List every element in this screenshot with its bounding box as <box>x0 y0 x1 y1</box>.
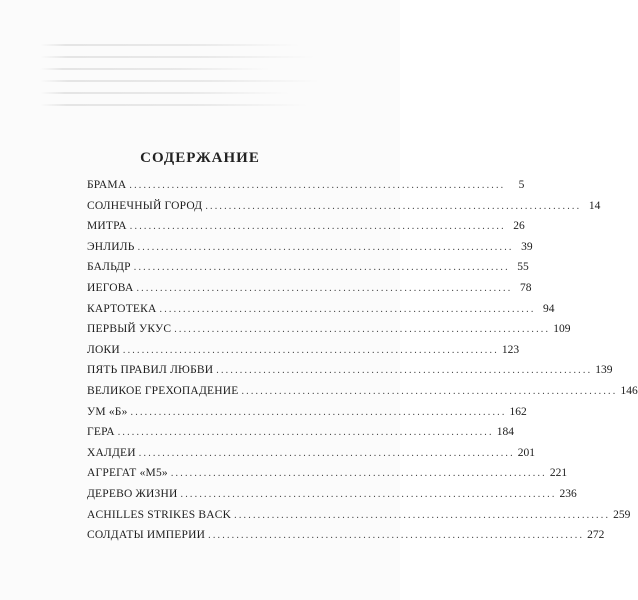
toc-entry[interactable] <box>87 237 533 258</box>
toc-entry-page-number: 26 <box>513 220 525 233</box>
toc-entry-title: ИЕГОВА <box>87 281 134 294</box>
toc-entry-page-number: 14 <box>588 199 601 212</box>
toc-entry[interactable] <box>87 505 631 526</box>
toc-entry[interactable] <box>87 463 568 484</box>
dot-leader: ................................................................................ <box>129 180 506 191</box>
toc-entry-title: ВЕЛИКОЕ ГРЕХОПАДЕНИЕ <box>87 384 239 397</box>
toc-entry[interactable] <box>87 175 525 196</box>
dot-leader: ................................................................................ <box>130 406 507 418</box>
toc-entry-title: ХАЛДЕИ <box>87 446 136 459</box>
toc-entry[interactable] <box>87 422 514 443</box>
dot-leader: ................................................................................ <box>208 530 585 542</box>
toc-entry-title: ГЕРА <box>87 426 115 439</box>
toc-entry[interactable] <box>87 257 529 278</box>
dot-leader: ................................................................................ <box>205 200 582 212</box>
toc-entry-page-number: 5 <box>518 179 525 191</box>
toc-entry-page-number: 139 <box>595 364 613 377</box>
toc-entry-page-number: 272 <box>587 529 605 542</box>
dot-leader: ................................................................................ <box>137 241 514 253</box>
dot-leader: ................................................................................ <box>136 282 513 294</box>
toc-entry-title: УМ «Б» <box>87 405 128 418</box>
toc-entry[interactable] <box>87 340 520 361</box>
toc-entry-title: ACHILLES STRIKES BACK <box>87 508 232 521</box>
toc-entry[interactable] <box>87 402 527 423</box>
dot-leader: ................................................................................ <box>174 324 551 336</box>
table-of-contents <box>87 175 638 546</box>
toc-entry-page-number: 109 <box>553 323 571 336</box>
toc-entry[interactable] <box>87 381 638 402</box>
toc-entry-page-number: 55 <box>517 261 529 274</box>
toc-entry-page-number: 259 <box>613 508 631 521</box>
toc-entry[interactable] <box>87 299 555 320</box>
toc-entry-title: БАЛЬДР <box>87 261 131 274</box>
toc-entry-page-number: 78 <box>519 281 532 294</box>
toc-entry[interactable] <box>87 216 525 237</box>
dot-leader: ................................................................................ <box>241 385 618 397</box>
toc-entry[interactable] <box>87 319 571 340</box>
page-title: СОДЕРЖАНИЕ <box>140 150 260 166</box>
dot-leader: ................................................................................ <box>159 303 536 315</box>
toc-entry-title: ПЕРВЫЙ УКУС <box>87 323 172 336</box>
toc-entry[interactable] <box>87 443 536 464</box>
bleed-through-text <box>0 0 400 120</box>
dot-leader: ................................................................................ <box>170 468 547 480</box>
toc-entry[interactable] <box>87 360 613 381</box>
toc-entry-title: ЭНЛИЛЬ <box>87 240 135 253</box>
toc-entry-title: КАРТОТЕКА <box>87 302 157 315</box>
toc-entry-page-number: 162 <box>509 405 527 418</box>
toc-entry-page-number: 94 <box>543 302 555 315</box>
toc-entry-title: АГРЕГАТ «М5» <box>87 467 168 480</box>
toc-entry[interactable] <box>87 278 532 299</box>
toc-entry-page-number: 123 <box>501 343 520 356</box>
dot-leader: ................................................................................ <box>180 488 557 500</box>
toc-entry-page-number: 236 <box>559 487 577 500</box>
toc-entry-title: БРАМА <box>87 179 127 191</box>
dot-leader: ................................................................................ <box>216 365 593 377</box>
dot-leader: ................................................................................ <box>234 509 611 521</box>
dot-leader: ................................................................................ <box>138 447 515 459</box>
toc-entry-title: МИТРА <box>87 220 127 233</box>
dot-leader: ................................................................................ <box>133 262 510 274</box>
toc-entry-title: ЛОКИ <box>87 343 120 356</box>
toc-entry[interactable] <box>87 525 605 546</box>
toc-entry[interactable] <box>87 196 601 217</box>
toc-entry-page-number: 39 <box>521 240 533 253</box>
toc-entry-page-number: 146 <box>620 384 638 397</box>
dot-leader: ................................................................................ <box>129 221 506 233</box>
toc-entry-title: СОЛНЕЧНЫЙ ГОРОД <box>87 199 203 212</box>
toc-entry-title: ДЕРЕВО ЖИЗНИ <box>87 487 178 500</box>
toc-entry-page-number: 221 <box>549 467 568 480</box>
dot-leader: ................................................................................ <box>117 427 494 439</box>
dot-leader: ................................................................................ <box>122 344 499 356</box>
toc-entry[interactable] <box>87 484 577 505</box>
toc-entry-page-number: 184 <box>496 426 514 439</box>
toc-entry-title: ПЯТЬ ПРАВИЛ ЛЮБВИ <box>87 364 214 377</box>
toc-entry-title: СОЛДАТЫ ИМПЕРИИ <box>87 529 206 542</box>
toc-entry-page-number: 201 <box>517 446 536 459</box>
